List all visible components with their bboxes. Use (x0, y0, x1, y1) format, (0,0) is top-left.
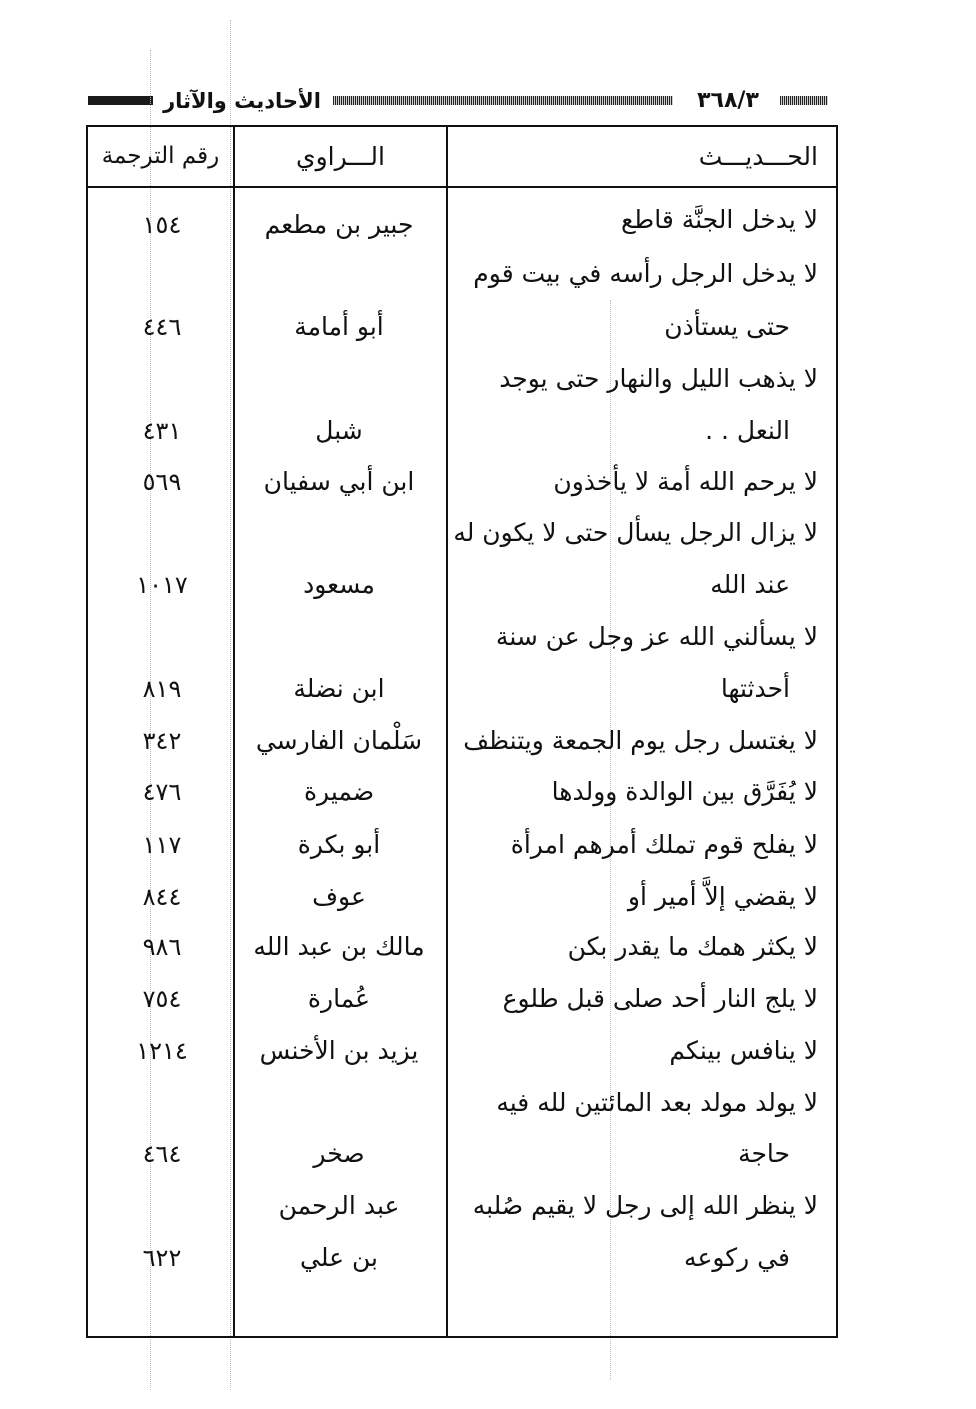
hadith-line: عند الله (710, 570, 790, 599)
column-divider (446, 127, 448, 1336)
hadith-line: لا يدخل الرجل رأسه في بيت قوم (473, 259, 818, 288)
hadith-line: لا يغتسل رجل يوم الجمعة ويتنظف (463, 726, 818, 755)
rawi-name: يزيد بن الأخنس (259, 1036, 419, 1065)
hadith-line: لا ينافس بينكم (669, 1036, 818, 1065)
translation-number: ٦٢٢ (142, 1244, 182, 1272)
rawi-name: أبو بكرة (297, 830, 381, 859)
rawi-name: عُمارة (307, 984, 371, 1013)
hadith-line: لا ينظر الله إلى رجل لا يقيم صُلبه (472, 1191, 818, 1220)
column-divider (233, 127, 235, 1336)
translation-number: ٥٦٩ (142, 468, 182, 496)
hadith-line: لا يرحم الله أمة لا يأخذون (553, 467, 818, 496)
rawi-name: أبو أمامة (294, 312, 384, 341)
hadith-line: حاجة (738, 1139, 790, 1168)
hadith-line: لا يذهب الليل والنهار حتى يوجد (499, 364, 818, 393)
hadith-line: حتى يستأذن (664, 312, 790, 341)
header-ornament-bar (780, 96, 828, 105)
translation-number: ١٢١٤ (136, 1037, 188, 1065)
rawi-name: صخر (313, 1139, 365, 1168)
translation-number: ١٥٤ (142, 211, 182, 239)
index-table (86, 125, 838, 1338)
hadith-line: أحدثتها (720, 674, 790, 703)
rawi-name: ضميرة (303, 777, 375, 806)
column-header-hadith: الحـــديـــث (698, 142, 818, 171)
hadith-line: لا يُفَرَّق بين الوالدة وولدها (551, 777, 818, 806)
translation-number: ٤٦٤ (142, 1140, 182, 1168)
rawi-name: شبل (315, 416, 363, 445)
translation-number: ٤٧٦ (142, 778, 182, 806)
hadith-line: لا يلج النار أحد صلى قبل طلوع (502, 984, 818, 1013)
rawi-name: ابن أبي سفيان (263, 467, 415, 496)
running-title: الأحاديث والآثار (163, 89, 321, 113)
hadith-line: لا يقضي إلاَّ أمير أو (627, 882, 818, 911)
hadith-line: النعل . . (705, 416, 790, 445)
hadith-line: لا يكثر همك ما يقدر بكن (567, 932, 818, 961)
translation-number: ٧٥٤ (142, 985, 182, 1013)
rawi-name: عوف (312, 882, 366, 911)
translation-number: ٤٤٦ (142, 313, 182, 341)
hadith-line: لا يدخل الجنَّة قاطع (621, 205, 818, 234)
rawi-name: ابن نضلة (293, 674, 385, 703)
translation-number: ٨٤٤ (142, 883, 182, 911)
translation-number: ٨١٩ (142, 675, 182, 703)
column-header-number: رقم الترجمة (101, 143, 220, 169)
header-ornament-bar (88, 96, 153, 105)
rawi-name: جبير بن مطعم (264, 210, 414, 239)
page-header (88, 86, 828, 116)
column-header-rawi: الـــراوي (296, 142, 385, 171)
header-ornament-bar (333, 96, 673, 105)
hadith-line: لا يفلح قوم تملك أمرهم امرأة (510, 830, 818, 859)
rawi-name: مالك بن عبد الله (253, 932, 425, 961)
hadith-line: لا يزال الرجل يسأل حتى لا يكون له (453, 518, 818, 547)
page-number: ٣٦٨/٣ (697, 88, 759, 113)
translation-number: ٣٤٢ (142, 727, 182, 755)
hadith-line: لا يولد مولد بعد المائتين لله فيه (496, 1088, 818, 1117)
translation-number: ٩٨٦ (142, 933, 182, 961)
header-divider (88, 186, 836, 188)
rawi-name: بن علي (300, 1243, 378, 1272)
rawi-name: سَلْمان الفارسي (255, 726, 423, 755)
hadith-line: في ركوعه (684, 1243, 790, 1272)
rawi-name: عبد الرحمن (278, 1191, 400, 1220)
translation-number: ١٠١٧ (136, 571, 188, 599)
hadith-line: لا يسألني الله عز وجل عن سنة (495, 622, 818, 651)
rawi-name: مسعود (303, 570, 375, 599)
translation-number: ٤٣١ (142, 417, 182, 445)
translation-number: ١١٧ (142, 831, 182, 859)
